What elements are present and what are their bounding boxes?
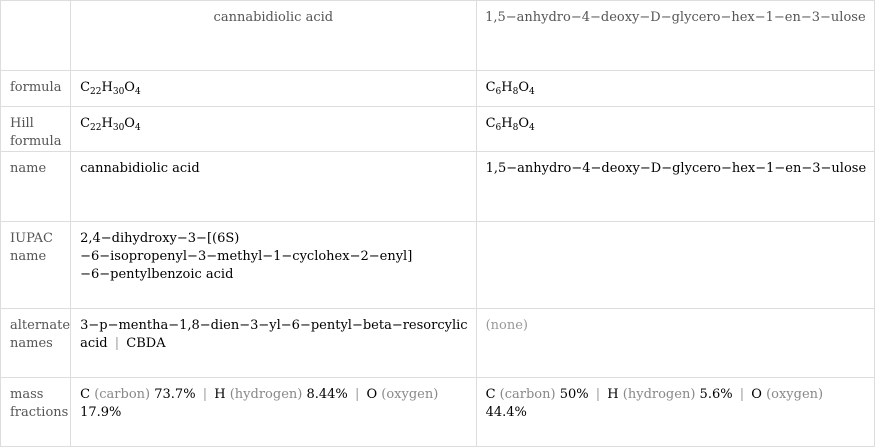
alternate-names-none: (none): [476, 309, 875, 378]
name-cell: cannabidiolic acid: [71, 152, 476, 222]
element-symbol: C: [485, 116, 496, 131]
table-row-mass-fractions: [1, 378, 875, 447]
name-cell: 1,5−anhydro−4−deoxy−D−glycero−hex−1−en−3−ulose: [476, 152, 875, 222]
table-row-hill-formula: [1, 107, 875, 152]
formula-cell: [476, 71, 875, 107]
element-name: (hydrogen): [229, 387, 303, 402]
header-row: [1, 1, 875, 71]
row-label-name: name: [1, 152, 71, 222]
element-symbol: O: [124, 116, 135, 131]
element-name: (carbon): [94, 387, 151, 402]
mass-fraction-value: 73.7%: [154, 387, 196, 402]
element-symbol: H: [101, 116, 113, 131]
element-count: 6: [495, 123, 502, 133]
alternate-name: CBDA: [126, 336, 166, 351]
iupac-name-cell: 2,4−dihydroxy−3−[(6S)−6−isopropenyl−3−methyl−1−cyclohex−2−enyl]−6−pentylbenzoic acid: [71, 222, 476, 309]
element-count: 30: [112, 87, 125, 97]
element-count: 4: [529, 87, 535, 97]
separator: |: [114, 336, 120, 351]
separator: |: [202, 387, 208, 402]
element-count: 30: [112, 123, 125, 133]
row-label-hill-formula: Hill formula: [1, 107, 71, 152]
table-row-formula: [1, 71, 875, 107]
element-count: 4: [134, 87, 141, 97]
element-name: (oxygen): [766, 387, 824, 402]
element-symbol: C: [80, 80, 91, 95]
row-label-formula: formula: [1, 71, 71, 107]
mass-fraction-value: 44.4%: [485, 405, 527, 420]
mass-fraction-value: 50%: [559, 387, 589, 402]
element-symbol: O: [518, 116, 529, 131]
mass-fractions-cell: [476, 378, 875, 447]
corner-cell: [1, 1, 71, 71]
element-symbol: O: [366, 387, 378, 402]
mass-fraction-value: 5.6%: [699, 387, 733, 402]
element-count: 6: [495, 87, 502, 97]
element-symbol: H: [501, 80, 513, 95]
element-symbol: C: [80, 387, 91, 402]
column-header-1: cannabidiolic acid: [71, 1, 476, 71]
hill-formula-cell: [71, 107, 476, 152]
element-symbol: H: [214, 387, 226, 402]
element-symbol: H: [101, 80, 113, 95]
element-symbol: H: [501, 116, 513, 131]
row-label-alternate-names: alternate names: [1, 309, 71, 378]
element-count: 22: [90, 87, 102, 97]
element-symbol: O: [518, 80, 529, 95]
element-count: 8: [512, 87, 519, 97]
mass-fraction-value: 8.44%: [306, 387, 348, 402]
element-symbol: O: [751, 387, 762, 402]
column-header-2: 1,5−anhydro−4−deoxy−D−glycero−hex−1−en−3−ulose: [476, 1, 875, 71]
element-name: (hydrogen): [622, 387, 696, 402]
element-count: 4: [134, 123, 141, 133]
element-symbol: C: [80, 116, 91, 131]
iupac-name-cell-empty: [476, 222, 875, 309]
element-symbol: C: [485, 80, 496, 95]
separator: |: [354, 387, 360, 402]
table-row-iupac-name: [1, 222, 875, 309]
element-count: 4: [529, 123, 535, 133]
element-symbol: O: [124, 80, 135, 95]
table-row-name: [1, 152, 875, 222]
element-count: 8: [512, 123, 519, 133]
alternate-name: 3−p−mentha−1,8−dien−3−yl−6−pentyl−beta−resorcylic acid: [80, 318, 468, 351]
mass-fraction-value: 17.9%: [80, 405, 122, 420]
element-symbol: H: [607, 387, 619, 402]
row-label-mass-fractions: mass fractions: [1, 378, 71, 447]
alternate-names-cell: [71, 309, 476, 378]
formula-cell: [71, 71, 476, 107]
hill-formula-cell: [476, 107, 875, 152]
element-count: 22: [90, 123, 102, 133]
row-label-iupac-name: IUPAC name: [1, 222, 71, 309]
mass-fractions-cell: [71, 378, 476, 447]
element-name: (carbon): [499, 387, 556, 402]
element-name: (oxygen): [381, 387, 439, 402]
element-symbol: C: [485, 387, 496, 402]
separator: |: [595, 387, 601, 402]
table-row-alternate-names: [1, 309, 875, 378]
separator: |: [739, 387, 745, 402]
